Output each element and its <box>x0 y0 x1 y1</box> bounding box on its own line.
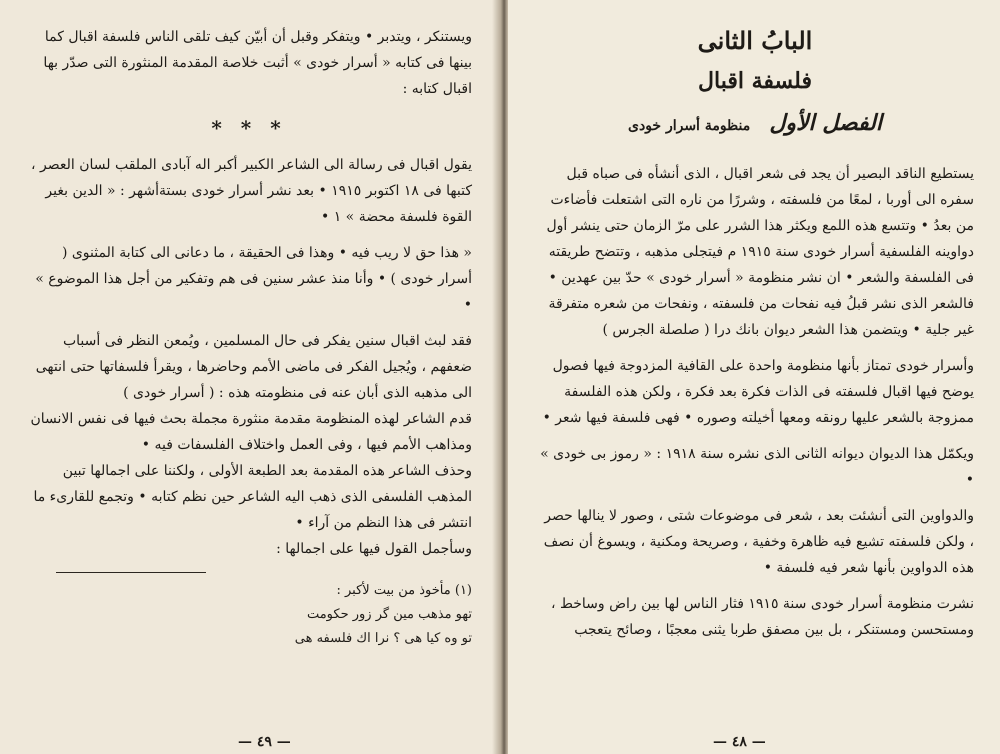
left-page <box>0 0 498 754</box>
left-paragraph-7: وسأجمل القول فيها على اجمالها : <box>276 541 472 557</box>
left-paragraph-6: وحذف الشاعر هذه المقدمة بعد الطبعة الأولى ، ولكننا على اجمالها تبين المذهب الفلسفى الذى ذهب اليه الشاعر حين نظم كتابه • وتجمع للقارىء ما انتشر فى هذا النظم من آراء • <box>33 463 472 531</box>
right-paragraph-5: نشرت منظومة أسرار خودى سنة ١٩١٥ فثار الناس لها بين راض وساخط ، ومستحسن ومستنكر ، بل بين مصفق طربا يثنى معجبًا ، وصائح يتعجب <box>551 596 974 638</box>
footnote-line-1: (١) مأخوذ من بيت لأكبر : <box>336 583 472 598</box>
chapter-subtitle: فلسفة اقبال <box>698 68 812 94</box>
right-page <box>508 0 1000 754</box>
section-heading <box>536 108 974 141</box>
footnote-line-2: تهو مذهب مين گر زور حكومت <box>306 607 472 622</box>
section-name: منظومة أسرار خودى <box>628 118 751 134</box>
footnote-line-3: تو وه كيا هى ؟ نرا اك فلسفه هى <box>294 631 472 646</box>
left-paragraph-4: فقد لبث اقبال سنين يفكر فى حال المسلمين ، ويُمعن النظر فى أسباب ضعفهم ، ويُجيل الفكر فى ماضى الأمم وحاضرها ، ويقرأ فلسفاتها حتى انتهى الى مذهبه الذى أبان عنه فى منظومته هذه : ( أسرار خودى ) <box>35 333 472 401</box>
right-paragraph-1: يستطيع الناقد البصير أن يجد فى شعر اقبال ، الذى أنشأه فى صباه قبل سفره الى أوربا ، لمعًا من فلسفته ، وشررًا من ناره التى اشتعلت فأضاءت من بعدُ • وتتسع هذه اللمع ويكثر هذا الشرر على مرّ الزمان حتى ينشر أول دواوينه الفلسفية أسرار خودى سنة ١٩١٥ م فيتجلى مذهبه ، وتتضح طريقته فى الفلسفة والشعر • ان نشر منظومة « أسرار خودى » حدّ بين عهدين • فالشعر الذى نشر قبلُ فيه نفحات من فلسفته ، ونفحات من شعره متفرقة غير جلية • ويتضمن هذا الشعر ديوان بانك درا ( صلصلة الجرس ) <box>546 166 974 338</box>
footnote-divider <box>56 572 206 573</box>
right-paragraph-3: ويكمّل هذا الديوان ديوانه الثانى الذى نشره سنة ١٩١٨ : « رموز بى خودى » • <box>540 446 974 488</box>
right-paragraph-2: وأسرار خودى تمتاز بأنها منظومة واحدة على القافية المزدوجة فيها فصول يوضح فيها اقبال فلسفته فى الذات فكرة بعد فكرة ، ولكن هذه الفلسفة ممزوجة بالشعر عليها رونقه ومعها أخيلته وصوره • فهى فلسفة فيها شعر • <box>542 358 974 426</box>
left-paragraph-5: قدم الشاعر لهذه المنظومة مقدمة منثورة مجملة بحث فيها فى نفس الانسان ومذاهب الأمم فيها ، وفى العمل واختلاف الفلسفات فيه • <box>30 411 472 453</box>
page-number-right: — ٤٨ — <box>713 734 766 750</box>
left-paragraph-1: ويستنكر ، ويتدبر • ويتفكر وقبل أن أبيّن كيف تلقى الناس فلسفة اقبال كما بينها فى كتابه « أسرار خودى » أثبت خلاصة المقدمة المنثورة التى صدّر بها اقبال كتابه : <box>43 29 472 97</box>
right-paragraph-4: والدواوين التى أنشئت بعد ، شعر فى موضوعات شتى ، وصور لا ينالها حصر ، ولكن فلسفته تشيع فيه ظاهرة وخفية ، وصريحة ومكنية ، ويسوغ أن نصف هذه الدواوين بأنها شعر فيه فلسفة • <box>543 508 974 576</box>
left-paragraph-2: يقول اقبال فى رسالة الى الشاعر الكبير أكبر اله آبادى الملقب لسان العصر ، كتبها فى ١٨ اكتوبر ١٩١٥ • بعد نشر أسرار خودى بستةأشهر : « الدين بغير القوة فلسفة محضة » ١ • <box>31 157 472 225</box>
chapter-title: البابُ الثانى <box>697 26 813 55</box>
page-number-left: — ٤٩ — <box>238 734 291 750</box>
left-paragraph-3: « هذا حق لا ريب فيه • وهذا فى الحقيقة ، ما دعانى الى كتابة المثنوى ( أسرار خودى ) • وأنا منذ عشر سنين فى هم وتفكير من أجل هذا الموضوع » • <box>35 245 472 313</box>
section-break-stars: * * * <box>211 116 287 140</box>
section-label: الفصل الأول <box>769 110 882 136</box>
